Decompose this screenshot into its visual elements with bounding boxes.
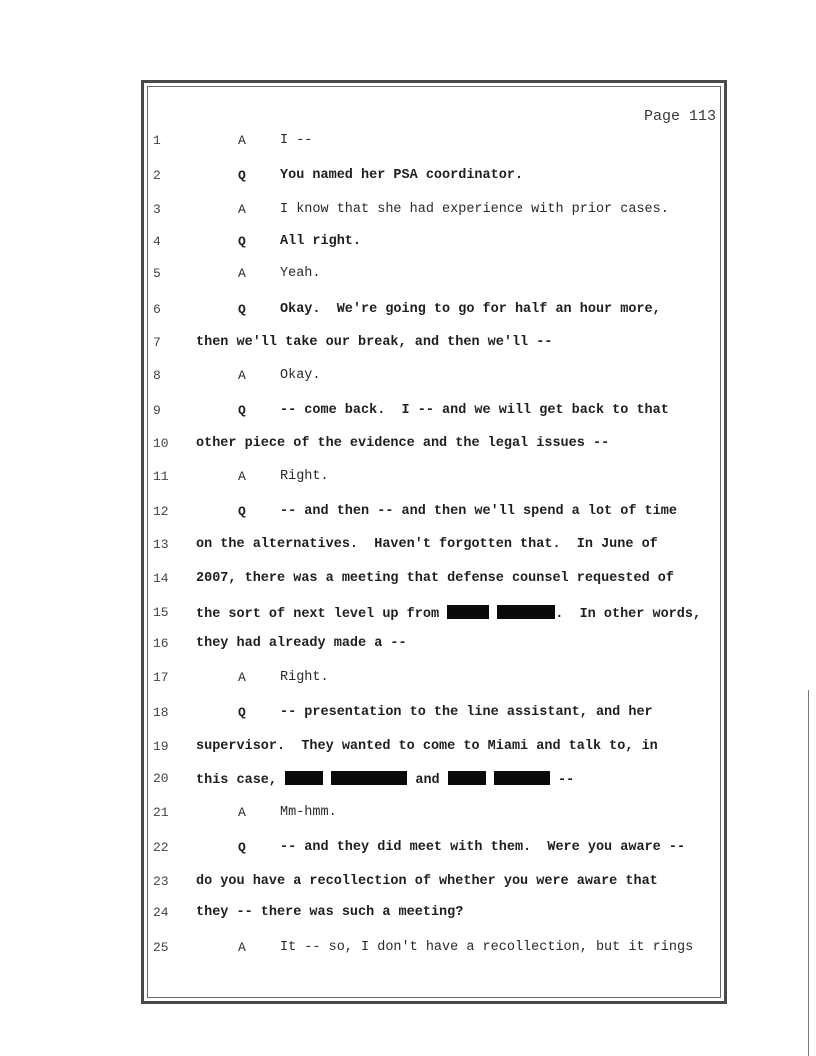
transcript-line — [0, 940, 816, 966]
redaction-block — [285, 771, 323, 785]
transcript-line — [0, 636, 816, 662]
line-text: do you have a recollection of whether you were aware that — [196, 874, 658, 889]
line-text-part: this case, — [196, 773, 278, 788]
speaker-label: A — [238, 940, 246, 955]
transcript-line — [0, 739, 816, 765]
line-number: 18 — [153, 705, 169, 720]
line-text: Yeah. — [280, 266, 321, 281]
line-number: 22 — [153, 840, 169, 855]
line-number: 13 — [153, 537, 169, 552]
line-number: 7 — [153, 335, 161, 350]
line-text: I -- — [280, 133, 313, 148]
line-text: Okay. We're going to go for half an hour more, — [280, 302, 661, 317]
line-text: then we'll take our break, and then we'll -- — [196, 335, 553, 350]
speaker-label: A — [238, 133, 246, 148]
line-number: 16 — [153, 636, 169, 651]
line-text-part: the sort of next level up from — [196, 607, 440, 622]
redaction-block — [331, 771, 407, 785]
speaker-label: Q — [238, 302, 246, 317]
speaker-label: A — [238, 670, 246, 685]
line-text: -- presentation to the line assistant, and her — [280, 705, 653, 720]
transcript-line — [0, 504, 816, 530]
line-text — [196, 605, 701, 622]
transcript-line — [0, 368, 816, 394]
speaker-label: A — [238, 368, 246, 383]
speaker-label: Q — [238, 840, 246, 855]
line-number: 17 — [153, 670, 169, 685]
transcript-line — [0, 266, 816, 292]
transcript-line — [0, 202, 816, 228]
transcript-line — [0, 403, 816, 429]
line-number: 24 — [153, 905, 169, 920]
line-number: 20 — [153, 771, 169, 786]
transcript-line — [0, 805, 816, 831]
line-text-part: -- — [557, 773, 575, 788]
line-number: 1 — [153, 133, 161, 148]
transcript-line — [0, 335, 816, 361]
line-text: Right. — [280, 670, 329, 685]
line-number: 3 — [153, 202, 161, 217]
line-number: 10 — [153, 436, 169, 451]
transcript-line — [0, 705, 816, 731]
line-number: 5 — [153, 266, 161, 281]
line-number: 2 — [153, 168, 161, 183]
transcript-line — [0, 771, 816, 797]
speaker-label: Q — [238, 504, 246, 519]
line-text: supervisor. They wanted to come to Miami and talk to, in — [196, 739, 658, 754]
line-text: -- and then -- and then we'll spend a lot of time — [280, 504, 677, 519]
line-number: 9 — [153, 403, 161, 418]
line-text-part: and — [415, 773, 440, 788]
line-number: 4 — [153, 234, 161, 249]
line-number: 25 — [153, 940, 169, 955]
line-number: 8 — [153, 368, 161, 383]
transcript-line — [0, 605, 816, 631]
line-number: 15 — [153, 605, 169, 620]
transcript-line — [0, 537, 816, 563]
line-text — [196, 771, 574, 788]
transcript-line — [0, 168, 816, 194]
line-text: I know that she had experience with prior cases. — [280, 202, 669, 217]
speaker-label: Q — [238, 234, 246, 249]
transcript-line — [0, 874, 816, 900]
speaker-label: A — [238, 266, 246, 281]
line-text: they had already made a -- — [196, 636, 407, 651]
line-number: 11 — [153, 469, 169, 484]
transcript-line — [0, 469, 816, 495]
redaction-block — [448, 771, 486, 785]
line-number: 21 — [153, 805, 169, 820]
transcript-line — [0, 905, 816, 931]
line-number: 23 — [153, 874, 169, 889]
speaker-label: A — [238, 805, 246, 820]
line-text: Okay. — [280, 368, 321, 383]
line-text: You named her PSA coordinator. — [280, 168, 524, 183]
transcript-line — [0, 302, 816, 328]
line-number: 12 — [153, 504, 169, 519]
line-text: on the alternatives. Haven't forgotten that. In June of — [196, 537, 658, 552]
page-number: Page 113 — [643, 108, 716, 125]
line-text: they -- there was such a meeting? — [196, 905, 464, 920]
line-text: All right. — [280, 234, 362, 249]
redaction-block — [447, 605, 489, 619]
speaker-label: A — [238, 469, 246, 484]
line-text: -- come back. I -- and we will get back to that — [280, 403, 669, 418]
line-text: Right. — [280, 469, 329, 484]
transcript-line — [0, 840, 816, 866]
transcript-line — [0, 571, 816, 597]
speaker-label: Q — [238, 705, 246, 720]
redaction-block — [497, 605, 555, 619]
speaker-label: Q — [238, 168, 246, 183]
line-text: other piece of the evidence and the legal issues -- — [196, 436, 610, 451]
transcript-line — [0, 670, 816, 696]
transcript-line — [0, 436, 816, 462]
line-number: 6 — [153, 302, 161, 317]
line-text: -- and they did meet with them. Were you aware -- — [280, 840, 686, 855]
line-text: 2007, there was a meeting that defense counsel requested of — [196, 571, 674, 586]
line-number: 14 — [153, 571, 169, 586]
transcript-line — [0, 234, 816, 260]
transcript-line — [0, 133, 816, 159]
speaker-label: A — [238, 202, 246, 217]
line-text-part: . In other words, — [555, 607, 702, 622]
line-text: It -- so, I don't have a recollection, but it rings — [280, 940, 694, 955]
speaker-label: Q — [238, 403, 246, 418]
line-text: Mm-hmm. — [280, 805, 337, 820]
line-number: 19 — [153, 739, 169, 754]
redaction-block — [494, 771, 550, 785]
